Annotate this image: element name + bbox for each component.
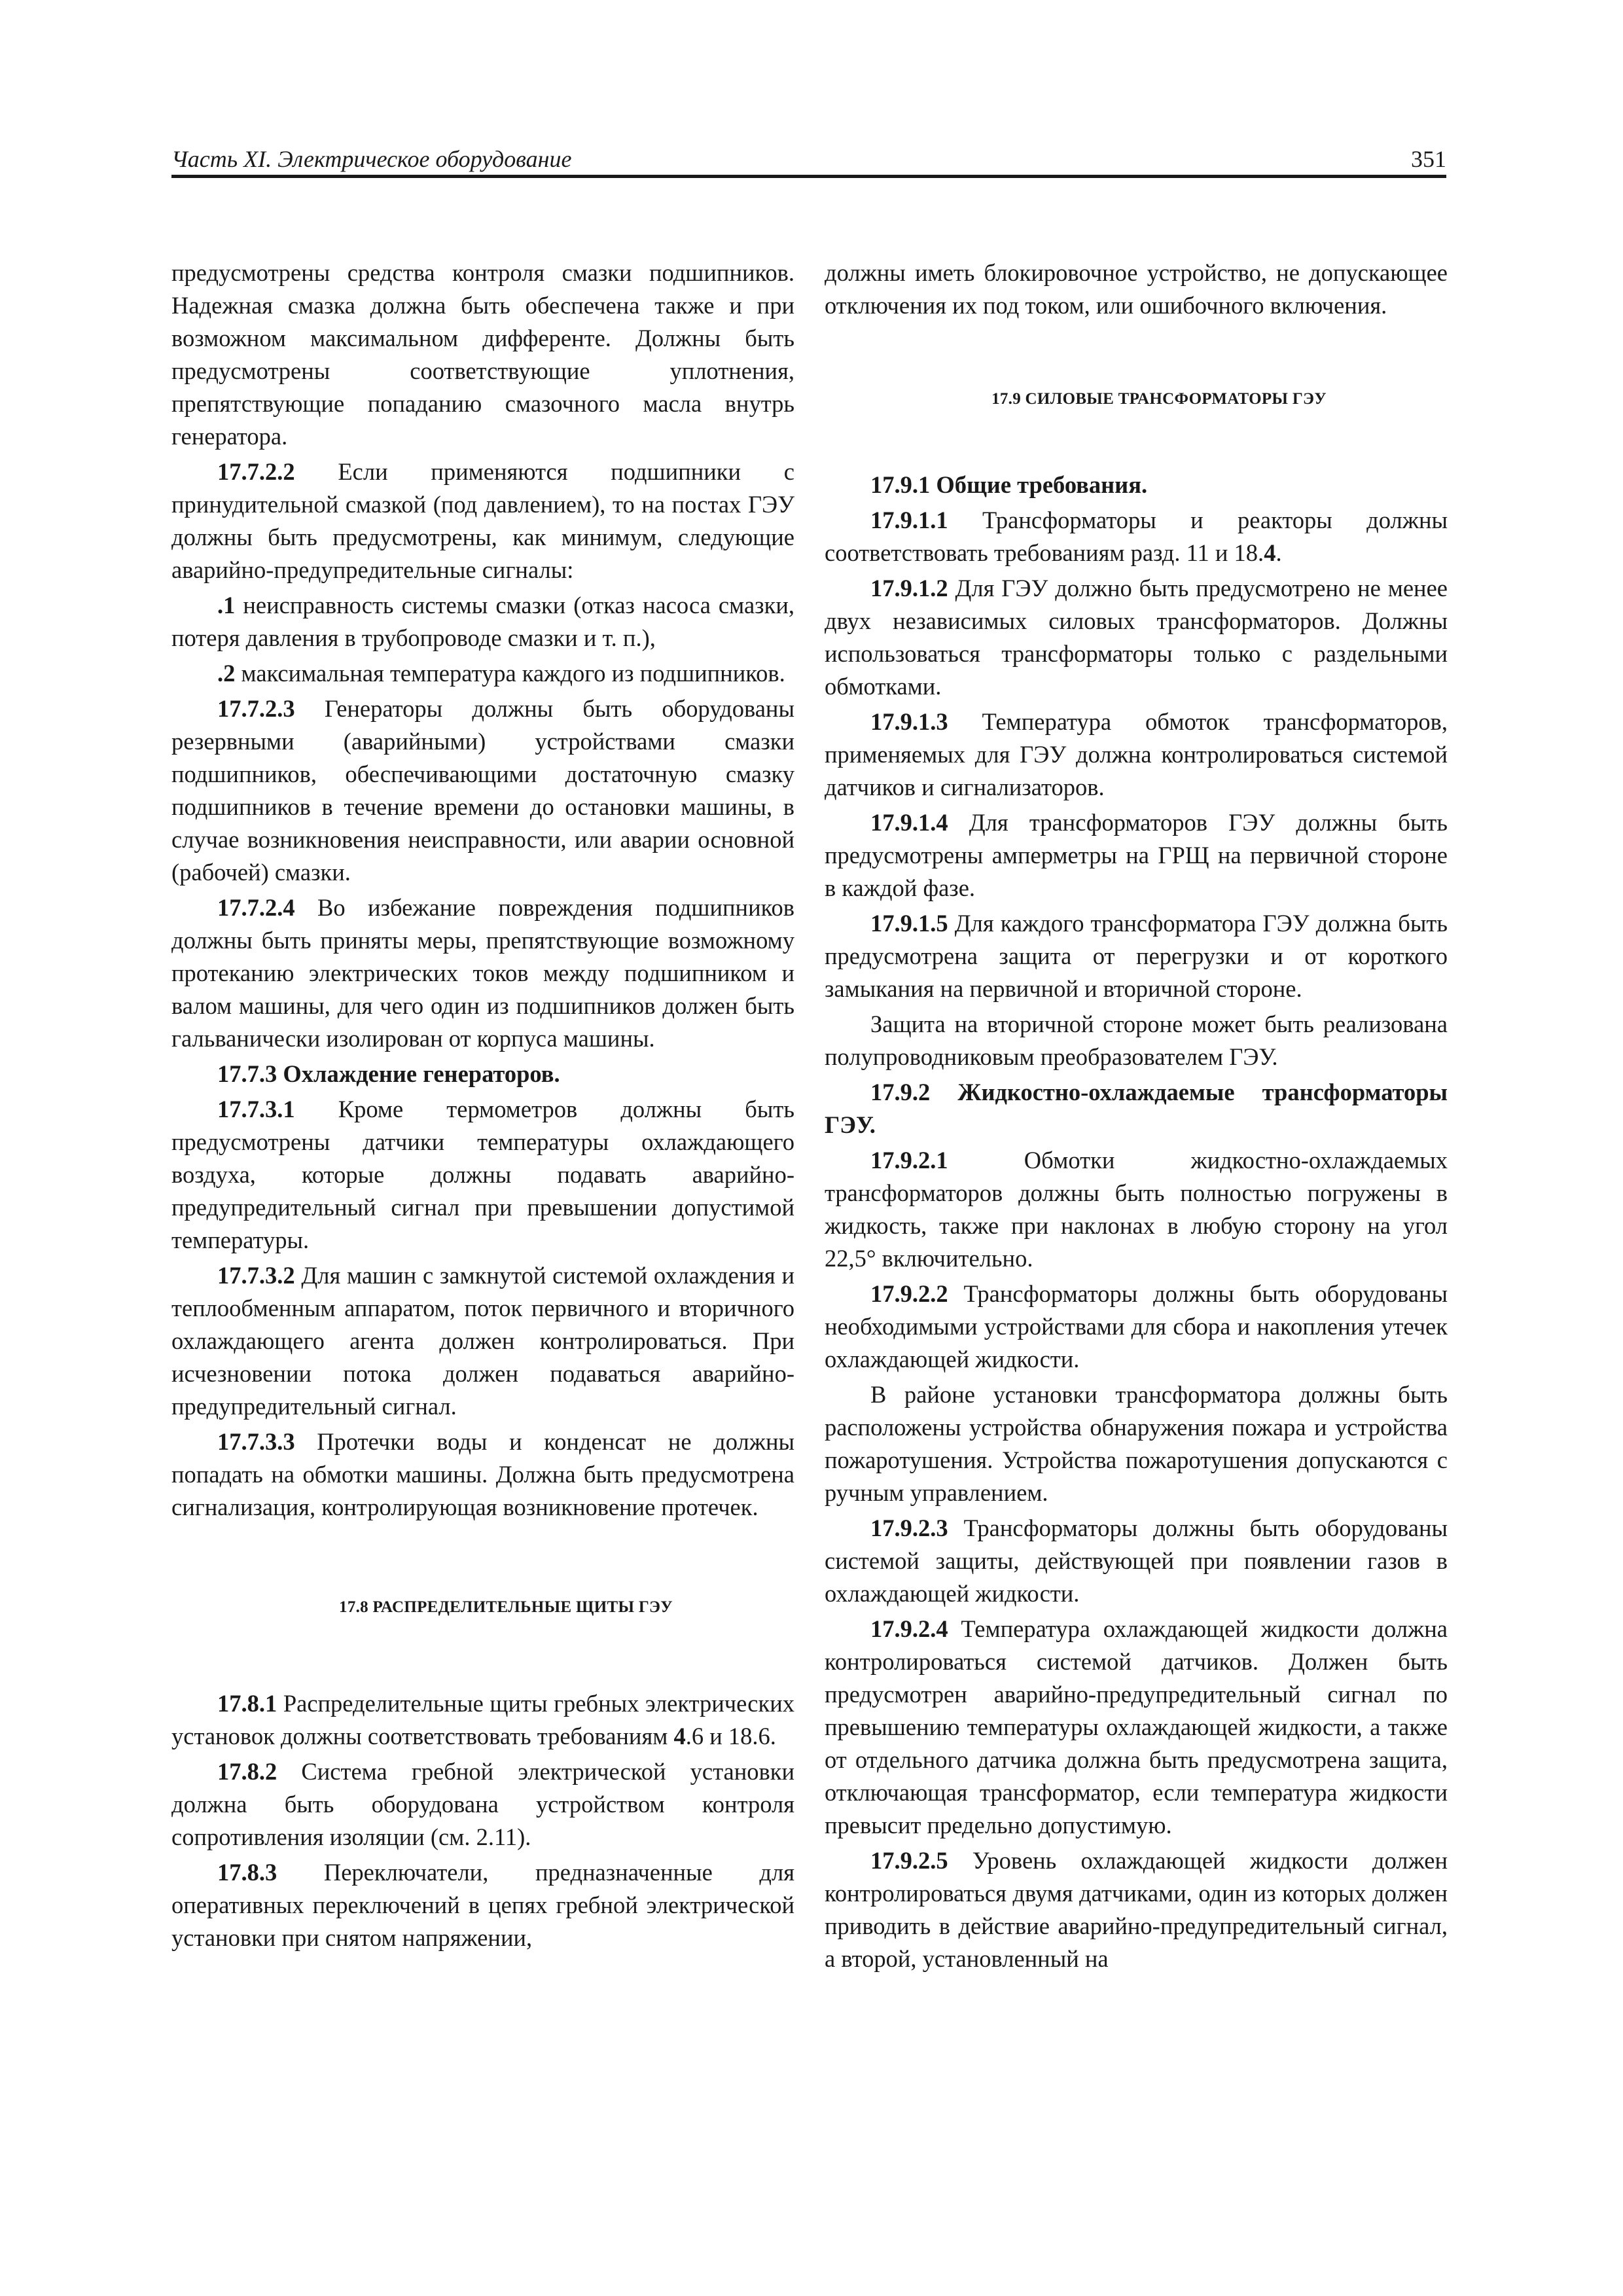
paragraph: 17.9.2.1 Обмотки жидкостно-охлаждаемых трансформаторов должны быть полностью погружены в жидкость, также при наклонах в любую сторону на угол 22,5° включительно. (825, 1147, 1448, 1272)
paragraph: 17.9.2.3 Трансформаторы должны быть оборудованы системой защиты, действующей при появлении газов в охлаждающей жидкости. (825, 1515, 1448, 1607)
subsection-heading: 17.9.2 Жидкостно-охлаждаемые трансформаторы ГЭУ. (825, 1079, 1448, 1138)
paragraph: 17.9.2.2 Трансформаторы должны быть оборудованы необходимыми устройствами для сбора и накопления утечек охлаждающей жидкости. (825, 1280, 1448, 1372)
list-item: .2 максимальная температура каждого из подшипников. (217, 660, 785, 687)
running-title: Часть XI. Электрическое оборудование (171, 146, 572, 172)
section-title: 17.9 СИЛОВЫЕ ТРАНСФОРМАТОРЫ ГЭУ (991, 390, 1327, 408)
paragraph: 17.9.1.4 Для трансформаторов ГЭУ должны быть предусмотрены амперметры на ГРЩ на первичной стороне в каждой фазе. (825, 809, 1448, 901)
paragraph: предусмотрены средства контроля смазки подшипников. Надежная смазка должна быть обеспечена также и при возможном максимальном дифференте. Должны быть предусмотрены соответствующие уплотнения, препятствующие попаданию смазочного масла внутрь генератора. (171, 259, 794, 450)
paragraph: должны иметь блокировочное устройство, не допускающее отключения их под током, или ошибочного включения. (825, 259, 1448, 319)
paragraph: 17.8.1 Распределительные щиты гребных электрических установок должны соответствовать требованиям 4.6 и 18.6. (171, 1690, 794, 1749)
paragraph: 17.9.1.2 Для ГЭУ должно быть предусмотрено не менее двух независимых силовых трансформаторов. Должны использоваться трансформаторы только с раздельными обмотками. (825, 575, 1448, 700)
paragraph: 17.7.3.2 Для машин с замкнутой системой охлаждения и теплообменным аппаратом, поток первичного и вторичного охлаждающего агента должен контролироваться. При исчезновении потока должен подаваться аварийно-предупредительный сигнал. (171, 1262, 794, 1420)
paragraph: 17.8.3 Переключатели, предназначенные для оперативных переключений в цепях гребной электрической установки при снятом напряжении, (171, 1859, 794, 1951)
left-column (171, 257, 794, 1957)
paragraph: 17.7.2.4 Во избежание повреждения подшипников должны быть приняты меры, препятствующие возможному протеканию электрических токов между подшипником и валом машины, для чего один из подшипников должен быть гальванически изолирован от корпуса машины. (171, 894, 794, 1052)
subsection-heading: 17.9.1 Общие требования. (870, 471, 1148, 498)
paragraph: 17.8.2 Система гребной электрической установки должна быть оборудована устройством контроля сопротивления изоляции (см. 2.11). (171, 1758, 794, 1850)
subsection-heading: 17.7.3 Охлаждение генераторов. (217, 1060, 560, 1087)
running-header (171, 137, 1446, 178)
paragraph: 17.9.2.4 Температура охлаждающей жидкости должна контролироваться системой датчиков. Должен быть предусмотрен аварийно-предупредительный сигнал по превышению температуры охлаждающей жидкости, а также от отдельного датчика должна быть предусмотрена защита, отключающая трансформатор, если температура жидкости превысит предельно допустимую. (825, 1615, 1448, 1839)
paragraph: 17.7.2.3 Генераторы должны быть оборудованы резервными (аварийными) устройствами смазки подшипников, обеспечивающими достаточную смазку подшипников в течение времени до остановки машины, в случае возникновения неисправности, или аварии основной (рабочей) смазки. (171, 695, 794, 886)
right-column (825, 257, 1448, 1978)
paragraph: 17.7.3.3 Протечки воды и конденсат не должны попадать на обмотки машины. Должна быть предусмотрена сигнализация, контролирующая возникновение протечек. (171, 1428, 794, 1520)
paragraph: 17.7.2.2 Если применяются подшипники с принудительной смазкой (под давлением), то на постах ГЭУ должны быть предусмотрены, как минимум, следующие аварийно-предупредительные сигналы: (171, 458, 794, 583)
paragraph: 17.7.3.1 Кроме термометров должны быть предусмотрены датчики температуры охлаждающего воздуха, которые должны подавать аварийно-предупредительный сигнал при превышении допустимой температуры. (171, 1096, 794, 1253)
paragraph: 17.9.1.1 Трансформаторы и реакторы должны соответствовать требованиям разд. 11 и 18.4. (825, 507, 1448, 566)
section-title: 17.8 РАСПРЕДЕЛИТЕЛЬНЫЕ ЩИТЫ ГЭУ (339, 1598, 673, 1616)
paragraph: 17.9.2.5 Уровень охлаждающей жидкости должен контролироваться двумя датчиками, один из которых должен приводить в действие аварийно-предупредительный сигнал, а второй, установленный на (825, 1847, 1448, 1972)
paragraph: Защита на вторичной стороне может быть реализована полупроводниковым преобразователем ГЭУ. (825, 1011, 1448, 1070)
paragraph: В районе установки трансформатора должны быть расположены устройства обнаружения пожара и устройства пожаротушения. Устройства пожаротушения допускаются с ручным управлением. (825, 1381, 1448, 1506)
list-item: .1 неисправность системы смазки (отказ насоса смазки, потеря давления в трубопроводе смазки и т. п.), (171, 592, 794, 651)
paragraph: 17.9.1.5 Для каждого трансформатора ГЭУ должна быть предусмотрена защита от перегрузки и от короткого замыкания на первичной и вторичной стороне. (825, 910, 1448, 1002)
page-number: 351 (1411, 146, 1446, 172)
paragraph: 17.9.1.3 Температура обмоток трансформаторов, применяемых для ГЭУ должна контролироваться системой датчиков и сигнализаторов. (825, 708, 1448, 800)
